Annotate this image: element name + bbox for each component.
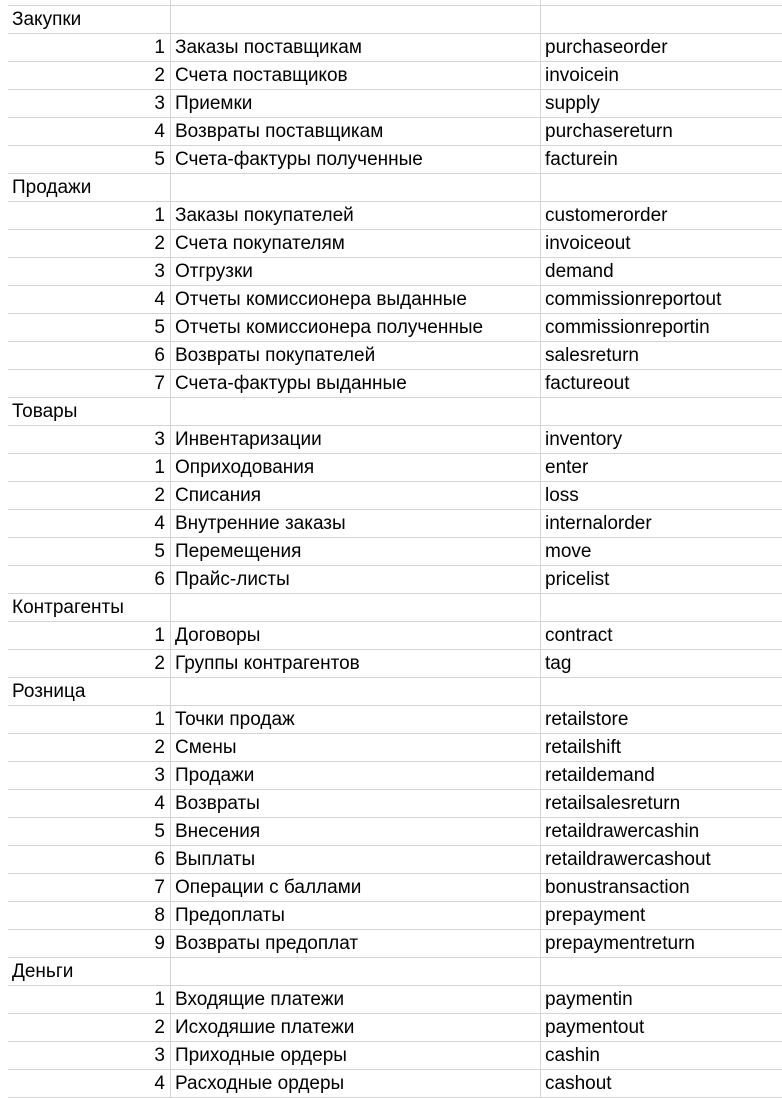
row-number-cell[interactable]: 2 [8,734,171,762]
table-row [8,762,782,790]
table-row [8,846,782,874]
document-name-cell[interactable]: Счета покупателям [171,230,541,258]
table-row [8,1042,782,1070]
empty-cell[interactable] [171,594,541,622]
section-header-row [8,398,782,426]
table-row [8,314,782,342]
table-row [8,706,782,734]
row-number-cell[interactable]: 2 [8,482,171,510]
entity-code-cell[interactable]: purchaseorder [541,34,782,62]
empty-cell[interactable] [541,174,782,202]
entity-code-cell[interactable]: demand [541,258,782,286]
row-number-cell[interactable]: 8 [8,902,171,930]
table-row [8,34,782,62]
section-title-cell[interactable] [8,398,171,426]
empty-cell[interactable] [541,594,782,622]
document-name-cell[interactable]: Договоры [171,622,541,650]
section-header-row [8,958,782,986]
row-number-cell[interactable]: 1 [8,986,171,1014]
row-number-cell[interactable]: 7 [8,874,171,902]
document-name-cell[interactable]: Отчеты комиссионера полученные [171,314,541,342]
entity-code-cell[interactable]: contract [541,622,782,650]
document-name-cell[interactable]: Смены [171,734,541,762]
section-title-cell[interactable] [8,6,171,34]
section-title-cell[interactable] [8,594,171,622]
section-title: Розница [12,681,86,702]
row-number-cell[interactable]: 5 [8,818,171,846]
row-number-cell[interactable]: 4 [8,118,171,146]
entity-code-cell[interactable]: paymentout [541,1014,782,1042]
row-number-cell[interactable]: 9 [8,930,171,958]
section-header-row [8,6,782,34]
table-row [8,818,782,846]
entity-code-cell[interactable]: prepaymentreturn [541,930,782,958]
table-row [8,426,782,454]
row-number-cell[interactable]: 5 [8,538,171,566]
document-name-cell[interactable]: Группы контрагентов [171,650,541,678]
entity-code-cell[interactable]: invoiceout [541,230,782,258]
entity-code-cell[interactable]: cashin [541,1042,782,1070]
row-number-cell[interactable]: 1 [8,202,171,230]
entity-code-cell[interactable]: retailsalesreturn [541,790,782,818]
row-number-cell[interactable]: 4 [8,790,171,818]
document-name-cell[interactable]: Счета поставщиков [171,62,541,90]
row-number-cell[interactable]: 2 [8,62,171,90]
section-title: Деньги [12,961,74,982]
table-row [8,62,782,90]
entity-code-cell[interactable]: factureout [541,370,782,398]
empty-cell[interactable] [541,958,782,986]
entity-code-cell[interactable]: facturein [541,146,782,174]
section-title: Контрагенты [12,597,124,618]
table-row [8,734,782,762]
document-name-cell[interactable]: Точки продаж [171,706,541,734]
document-name-cell[interactable]: Внутренние заказы [171,510,541,538]
entity-code-cell[interactable]: enter [541,454,782,482]
row-number-cell[interactable]: 3 [8,258,171,286]
entity-code-cell[interactable]: retailshift [541,734,782,762]
row-number-cell[interactable]: 4 [8,1070,171,1098]
entity-code-cell[interactable]: tag [541,650,782,678]
document-name-cell[interactable]: Возвраты [171,790,541,818]
document-name-cell[interactable]: Счета-фактуры выданные [171,370,541,398]
table-row [8,482,782,510]
table-row [8,902,782,930]
document-name-cell[interactable]: Заказы покупателей [171,202,541,230]
document-name-cell[interactable]: Расходные ордеры [171,1070,541,1098]
row-number-cell[interactable]: 1 [8,706,171,734]
entity-code-cell[interactable]: paymentin [541,986,782,1014]
section-title-cell[interactable] [8,958,171,986]
row-number-cell[interactable]: 2 [8,1014,171,1042]
row-number-cell[interactable]: 1 [8,454,171,482]
section-title-cell[interactable] [8,678,171,706]
entity-code-cell[interactable]: loss [541,482,782,510]
row-number-cell[interactable]: 2 [8,230,171,258]
document-name-cell[interactable]: Приходные ордеры [171,1042,541,1070]
table-row [8,538,782,566]
entity-code-cell[interactable]: purchasereturn [541,118,782,146]
table-row [8,454,782,482]
table-row [8,370,782,398]
row-number-cell[interactable]: 1 [8,34,171,62]
document-name-cell[interactable]: Продажи [171,762,541,790]
empty-cell[interactable] [541,678,782,706]
document-name-cell[interactable]: Операции с баллами [171,874,541,902]
row-number-cell[interactable]: 5 [8,314,171,342]
empty-cell[interactable] [541,398,782,426]
empty-cell[interactable] [171,6,541,34]
entity-code-cell[interactable]: inventory [541,426,782,454]
table-row [8,790,782,818]
document-name-cell[interactable]: Возвраты предоплат [171,930,541,958]
row-number-cell[interactable]: 5 [8,146,171,174]
document-name-cell[interactable]: Оприходования [171,454,541,482]
row-number-cell[interactable]: 6 [8,342,171,370]
document-name-cell[interactable]: Входящие платежи [171,986,541,1014]
entity-code-cell[interactable]: customerorder [541,202,782,230]
document-name-cell[interactable]: Счета-фактуры полученные [171,146,541,174]
document-name-cell[interactable]: Отчеты комиссионера выданные [171,286,541,314]
row-number-cell[interactable]: 3 [8,762,171,790]
entity-code-cell[interactable]: internalorder [541,510,782,538]
table-row [8,874,782,902]
document-name-cell[interactable]: Исходяшие платежи [171,1014,541,1042]
empty-cell[interactable] [171,174,541,202]
entity-code-cell[interactable]: pricelist [541,566,782,594]
table-row [8,342,782,370]
entity-code-cell[interactable]: invoicein [541,62,782,90]
document-name-cell[interactable]: Возвраты покупателей [171,342,541,370]
entity-code-cell[interactable]: prepayment [541,902,782,930]
empty-cell[interactable] [171,958,541,986]
table-row [8,90,782,118]
empty-cell[interactable] [171,398,541,426]
table-row [8,510,782,538]
entity-code-cell[interactable]: commissionreportin [541,314,782,342]
row-number-cell[interactable]: 6 [8,846,171,874]
document-name-cell[interactable]: Приемки [171,90,541,118]
section-title: Товары [12,401,78,422]
table-row [8,286,782,314]
document-name-cell[interactable]: Перемещения [171,538,541,566]
row-number-cell[interactable]: 6 [8,566,171,594]
entity-code-cell[interactable]: retaildrawercashin [541,818,782,846]
entity-code-cell[interactable]: move [541,538,782,566]
row-number-cell[interactable]: 4 [8,510,171,538]
row-number-cell[interactable]: 3 [8,426,171,454]
document-name-cell[interactable]: Возвраты поставщикам [171,118,541,146]
empty-cell[interactable] [541,6,782,34]
table-row [8,258,782,286]
table-row [8,230,782,258]
section-title-cell[interactable] [8,174,171,202]
document-name-cell[interactable]: Прайс-листы [171,566,541,594]
document-name-cell[interactable]: Выплаты [171,846,541,874]
section-header-row [8,174,782,202]
document-name-cell[interactable]: Предоплаты [171,902,541,930]
table-row [8,566,782,594]
row-number-cell[interactable]: 3 [8,1042,171,1070]
entity-code-cell[interactable]: retailstore [541,706,782,734]
row-number-cell[interactable]: 7 [8,370,171,398]
row-number-cell[interactable]: 2 [8,650,171,678]
entity-code-cell[interactable]: bonustransaction [541,874,782,902]
row-number-cell[interactable]: 4 [8,286,171,314]
table-row [8,650,782,678]
section-title: Закупки [12,9,82,30]
table-row [8,118,782,146]
row-number-cell[interactable]: 3 [8,90,171,118]
table-row [8,1070,782,1098]
row-number-cell[interactable]: 1 [8,622,171,650]
table-row [8,930,782,958]
table-row [8,986,782,1014]
entity-code-cell[interactable]: supply [541,90,782,118]
table-row [8,1014,782,1042]
document-name-cell[interactable]: Внесения [171,818,541,846]
section-title: Продажи [12,177,92,198]
document-name-cell[interactable]: Инвентаризации [171,426,541,454]
table-row [8,622,782,650]
document-name-cell[interactable]: Заказы поставщикам [171,34,541,62]
entity-code-cell[interactable]: commissionreportout [541,286,782,314]
entity-code-cell[interactable]: cashout [541,1070,782,1098]
section-header-row [8,594,782,622]
entity-code-cell[interactable]: retaildemand [541,762,782,790]
document-name-cell[interactable]: Списания [171,482,541,510]
entity-code-cell[interactable]: retaildrawercashout [541,846,782,874]
section-header-row [8,678,782,706]
entity-code-cell[interactable]: salesreturn [541,342,782,370]
table-row [8,202,782,230]
spreadsheet-grid [8,0,782,1098]
document-name-cell[interactable]: Отгрузки [171,258,541,286]
table-row [8,146,782,174]
empty-cell[interactable] [171,678,541,706]
